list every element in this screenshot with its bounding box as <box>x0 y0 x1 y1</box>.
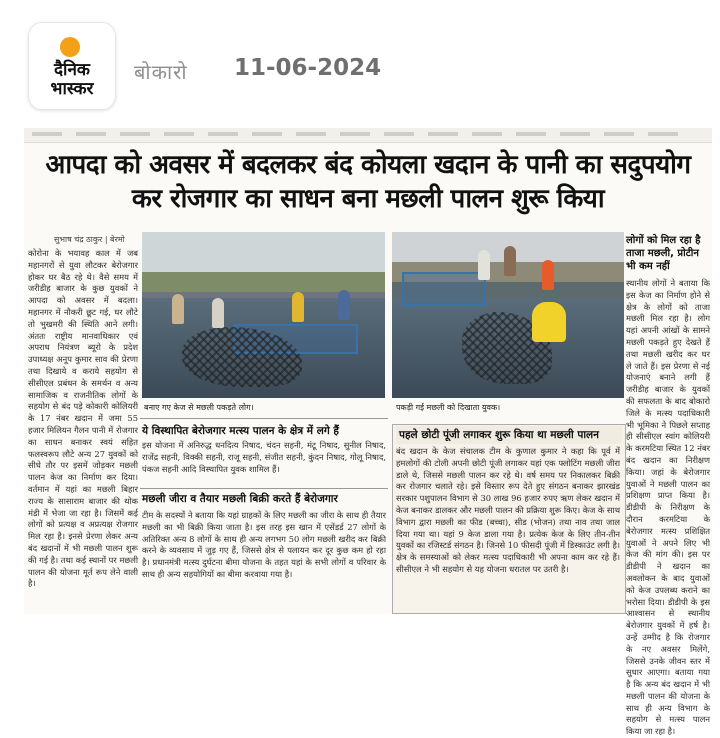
article-column-2a: इस योजना में अनिरुद्ध धनदित्य निषाद, चंदन सहनी, मंटू निषाद, सुनील निषाद, राजेंद्र सहनी, विक्की सहनी, राजू सहनी, संजीत सहनी, कुंदन निषाद, गोलू निषाद, पंकज सहनी आदि विस्थापित युवक शामिल हैं। <box>142 440 386 474</box>
person-figure <box>532 302 566 342</box>
page-top-strip <box>24 128 712 143</box>
newspaper-clipping <box>24 128 712 737</box>
photo-fish-display <box>392 232 624 398</box>
edition-label: बोकारो <box>134 60 188 84</box>
person-figure <box>504 246 516 276</box>
sidebar-column: स्थानीय लोगों ने बताया कि इस केज का निर्माण होने से क्षेत्र के लोगों को ताजा मछली मिल रहा है। लोग यहां अपनी आंखों के सामने मछली पकड़ते हुए देखते हैं तथा मछली खरीद कर घर ले जाते हैं। इस प्रेरणा से नई योजनाएं बनाने लगी हैं जरीडीह बाजार के युवकों की सफलता के बाद बोकारो जिले के मत्स्य पदाधिकारी भी भूमिका ने पिछले सप्ताह ही सीसीएल स्वांग कोलियरी के करमटिया स्थित 12 नंबर बंद खदान का निरीक्षण किया। जहां के बेरोजगार युवाओं ने मछली पालन का प्रशिक्षण प्राप्त किया है। डीडीपी के निरीक्षण के दौरान करमटिया के बेरोजगार मत्स्य प्रशिक्षित युवाओं ने अपने लिए भी केज की मांग की। इस पर डीडीपी ने खदान का अवलोकन के बाद युवाओं को केज उपलब्ध कराने का भरोसा दिया। डीडीपी के इस आश्वासन से स्थानीय बेरोजगार युवकों में हर्ष है। उन्हें उम्मीद है कि रोजगार के नए अवसर मिलेंगे, जिससे उनके जीवन स्तर में सुधार आएगा। बताया गया है कि अन्य बंद खदान में भी मछली पालन की योजना के साथ ही अन्य विभाग के सहयोग से मत्स्य पालन किया जा रहा है। <box>626 278 710 737</box>
article-column-2b: टीम के सदस्यों ने बताया कि यहां ग्राहकों के लिए मछली का जीरा के साथ ही तैयार मछली का भी बिक्री किया जाता है। इस तरह इस खान में एसेंडर्ड 27 लोगों के अतिरिक्त अन्य 8 लोगों के साथ ही अन्य लगभग 50 लोग मछली खरीद कर बिक्री करने के व्यवसाय में जुड़ गए हैं, जिससे क्षेत्र से पलायन कर दूर कुछ कम हो रहा है। प्रधानमंत्री मत्स्य दुर्घटना बीमा योजना के तहत यहां के सभी लोगों व परिवार के साथ ही अन्य सहयोगियों का बीमा करवाया गया है। <box>142 510 386 579</box>
subhead-displaced-youth: ये विस्थापित बेरोजगार मत्स्य पालन के क्षेत्र में लगे हैं <box>142 425 339 437</box>
photo1-caption: बनाए गए केज से मछली पकड़ते लोग। <box>144 403 254 412</box>
person-figure <box>172 294 184 324</box>
article-byline: सुभाष चंद्र ठाकुर | बेरमो <box>54 235 125 244</box>
photo2-caption: पकड़ी गई मछली को दिखाता युवक। <box>396 403 501 412</box>
sidebar-headline: लोगों को मिल रहा है ताजा मछली, प्रोटीन भी कम नहीं <box>626 235 701 272</box>
photo-fishing-cage <box>142 232 385 398</box>
sun-icon <box>60 37 80 57</box>
logo-line1: दैनिक <box>54 60 90 80</box>
logo-line2: भास्कर <box>50 79 94 99</box>
subhead-small-capital: पहले छोटी पूंजी लगाकर शुरू किया था मछली पालन <box>396 426 622 444</box>
person-figure <box>338 290 350 320</box>
divider <box>140 488 388 489</box>
article-headline: आपदा को अवसर में बदलकर बंद कोयला खदान के पानी का सदुपयोग कर रोजगार का साधन बना मछली पालन शुरू किया <box>45 150 691 214</box>
person-figure <box>542 260 554 290</box>
app-header <box>0 0 720 110</box>
subhead-fish-sale: मछली जीरा व तैयार मछली बिक्री करते हैं बेरोजगार <box>142 493 338 505</box>
dainik-bhaskar-logo[interactable] <box>28 22 116 110</box>
edition-date: 11-06-2024 <box>234 55 382 81</box>
cage-frame <box>402 272 486 306</box>
article-column-3: बंद खदान के केज संचालक टीम के कुणाल कुमार ने कहा कि पूर्व में हमलोगों की टोली अपनी छोटी पूंजी लगाकर यहां एक फ्लोटिंग मछली जीरा डाले थे, जिससे मछली पालन कर रहे थे। वर्ष समय पर निकालकर बिक्री कर रोजगार चलाते रहे। इसे विस्तार रूप देते हुए संगठन बनाकर झारखंड सरकार पशुपालन विभाग से 30 लाख 96 हजार रुपए ऋण लेकर खदान में केज बनाकर डालकर और मछली पालन की प्रक्रिया शुरू किए। केज के साथ विभाग द्वारा मछली का फीड (बच्चा), सीड (भोजन) तथा नाव तथा जाल दिया गया था। यहां 9 केज डाला गया है। प्रत्येक केज के लिए तीन-तीन युवकों का रजिस्टर्ड संगठन है। जिनसे 10 फीसदी पूंजी में डिस्काउंट लगी है। क्षेत्र के समस्याओं को लेकर मत्स्य पदाधिकारी भी अपना काम कर रहे हैं। सीसीएल ने भी सहयोग से यह योजना धरातल पर उतरी है। <box>396 446 620 574</box>
divider <box>140 418 388 419</box>
person-figure <box>212 298 224 328</box>
person-figure <box>478 250 490 280</box>
person-figure <box>292 292 304 322</box>
article-column-1: कोरोना के भयावह काल में जब महानगरों से युवा लौटकर बेरोजगार होकर घर बैठ रहे थे। वैसे समय में जरीडीह बाजार के कुछ युवकों ने आपदा को अवसर में बदला। महानगर में नौकरी छूट गई, घर लौटे तो भुखमरी की स्थिति आने लगी। अंततः राष्ट्रीय मानवाधिकार एवं अपराध नियंत्रण ब्यूरो के प्रदेश उपाध्यक्ष अनूप कुमार साव की प्रेरणा तथा दिखाये व कराये सहयोग से सीसीएल प्रबंधन के समर्थन व अन्य सामाजिक व राजनीतिक लोगों के सहयोग से बंद पड़े कोकारी कोलियरी के 17 नंबर खदान में जमा 55 हजार मिलियन गैलन पानी में रोजगार का साधन बनाकर स्वयं सहित फलस्वरूप लौटे अन्य 27 युवकों को सीधे तौर पर इसमें जोड़कर मछली पालन केज का निर्माण कर दिया। वर्तमान में यहां का मछली बिहार राज्य के सासाराम बाजार की थोक मंडी में भेजा जा रहा है। जिसमें कई लोगों को प्रत्यक्ष व अप्रत्यक्ष रोजगार मिल रहा है। इनसे प्रेरणा लेकर अन्य बंद खदानों में भी मछली पालन शुरू की गई है। तथा कई स्थानों पर मछली पालन की योजना मूर्त रूप लेने वाली है। <box>28 248 138 589</box>
